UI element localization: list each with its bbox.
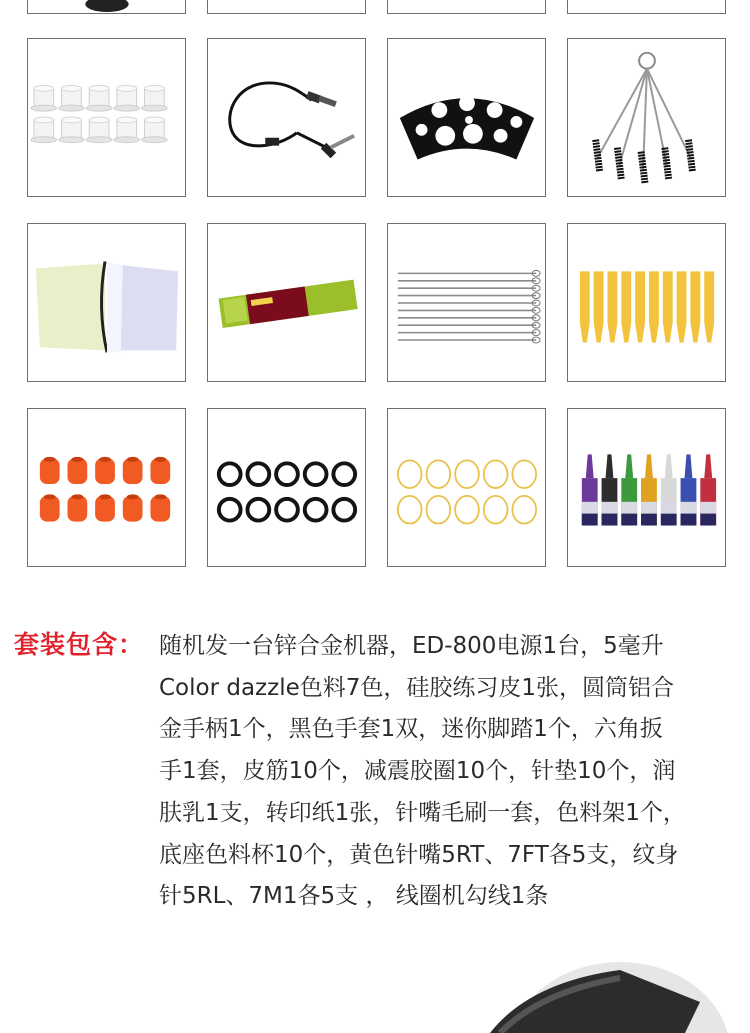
package-contents-heading: 套装包含： bbox=[14, 630, 145, 659]
partial-top-tile-1 bbox=[27, 0, 186, 14]
ink-cup-holder-image bbox=[387, 38, 546, 197]
description-line: 手1套，皮筋10个，减震胶圈10个，针垫10个，润 bbox=[159, 758, 676, 785]
description-line: 针5RL、7M1各5支 ， 线圈机勾线1条 bbox=[159, 883, 549, 910]
transfer-paper-image bbox=[27, 223, 186, 382]
rubber-bands-image bbox=[387, 408, 546, 567]
tattoo-needles-image bbox=[387, 223, 546, 382]
description-line: 金手柄1个，黑色手套1双，迷你脚踏1个，六角扳 bbox=[159, 716, 663, 743]
ink-bottles-image bbox=[567, 408, 726, 567]
cleaning-brushes-image bbox=[567, 38, 726, 197]
description-line: Color dazzle色料7色，硅胶练习皮1张，圆筒铝合 bbox=[159, 674, 675, 701]
package-contents-description bbox=[159, 626, 739, 918]
ink-caps-image bbox=[27, 38, 186, 197]
partial-top-tile-4 bbox=[567, 0, 726, 14]
grip-partial-image bbox=[470, 962, 750, 1033]
description-line: 肤乳1支，转印纸1张，针嘴毛刷一套，色料架1个， bbox=[159, 799, 686, 826]
description-line: 随机发一台锌合金机器，ED-800电源1台，5毫升 bbox=[159, 633, 664, 659]
partial-top-tile-3 bbox=[387, 0, 546, 14]
rubber-o-rings-image bbox=[207, 408, 366, 567]
partial-top-tile-2 bbox=[207, 0, 366, 14]
needle-grommets-image bbox=[27, 408, 186, 567]
clip-cord-image bbox=[207, 38, 366, 197]
description-line: 底座色料杯10个，黄色针嘴5RT、7FT各5支，纹身 bbox=[159, 841, 679, 868]
yellow-tips-image bbox=[567, 223, 726, 382]
aftercare-ointment-image bbox=[207, 223, 366, 382]
